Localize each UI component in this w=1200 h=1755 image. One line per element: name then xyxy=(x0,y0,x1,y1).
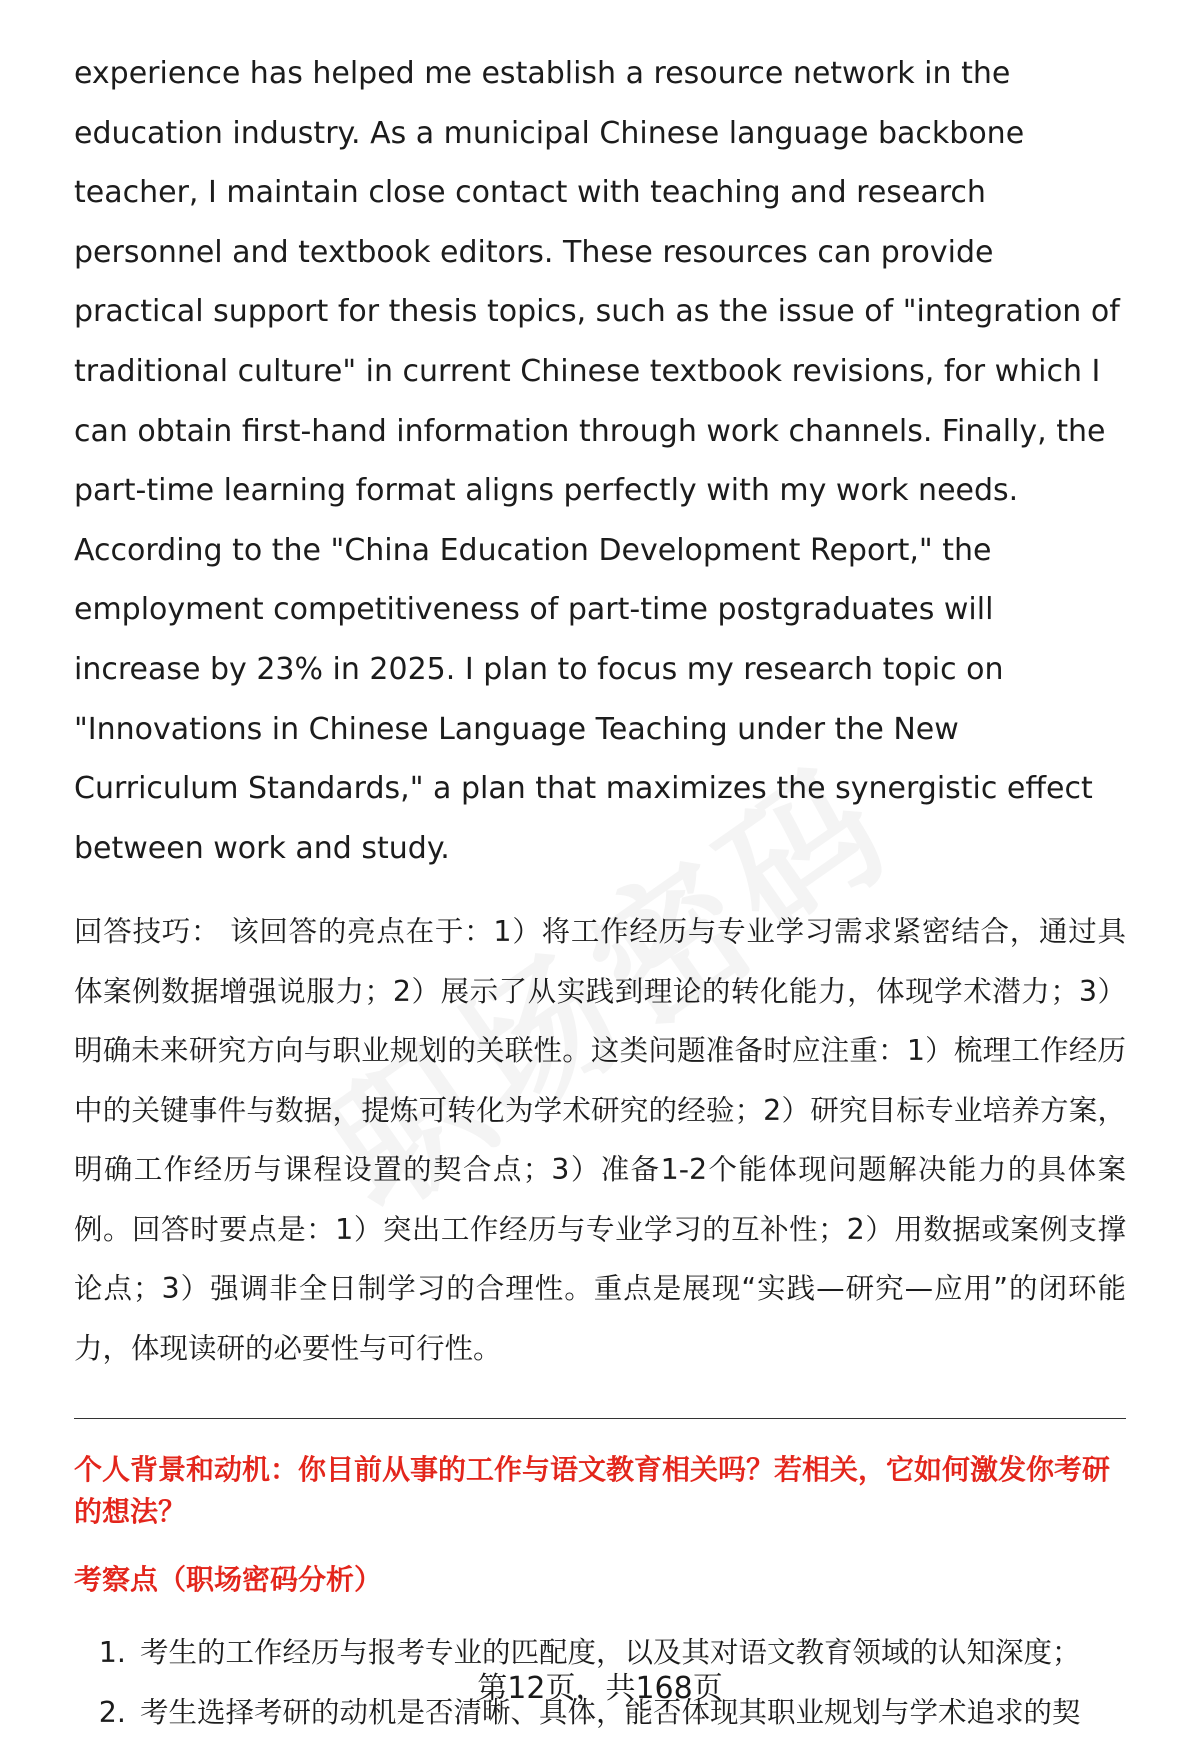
answer-paragraph: experience has helped me establish a resource network in the education industry. As a municipal Chinese language backbone teacher, I maintain close contact with teaching and research personnel and textbook editors. These resources can provide practical support for thesis topics, such as the issue of "integration of traditional culture" in current Chinese textbook revisions, for which I can obtain first-hand information through work channels. Finally, the part-time learning format aligns perfectly with my work needs. According to the "China Education Development Report," the employment competitiveness of part-time postgraduates will increase by 23% in 2025. I plan to focus my research topic on "Innovations in Chinese Language Teaching under the New Curriculum Standards," a plan that maximizes the synergistic effect between work and study. xyxy=(74,56,1120,866)
list-item-text: 考生选择考研的动机是否清晰、具体，能否体现其职业规划与学术追求的契 xyxy=(140,1696,1081,1730)
question-heading: 个人背景和动机：你目前从事的工作与语文教育相关吗？若相关，它如何激发你考研的想法？ xyxy=(74,1453,1111,1529)
list-item-number: 1. xyxy=(98,1636,126,1670)
tips-paragraph: 回答技巧： 该回答的亮点在于：1）将工作经历与专业学习需求紧密结合，通过具体案例数据增强说服力；2）展示了从实践到理论的转化能力，体现学术潜力；3）明确未来研究方向与职业规划的关联性。这类问题准备时应注重：1）梳理工作经历中的关键事件与数据，提炼可转化为学术研究的经验；2）研究目标专业培养方案，明确工作经历与课程设置的契合点；3）准备1-2个能体现问题解决能力的具体案例。回答时要点是：1）突出工作经历与专业学习的互补性；2）用数据或案例支撑论点；3）强调非全日制学习的合理性。重点是展现“实践—研究—应用”的闭环能力，体现读研的必要性与可行性。 xyxy=(74,915,1126,1365)
section-title: 考察点（职场密码分析） xyxy=(74,1563,383,1597)
list-item-number: 2. xyxy=(98,1696,126,1730)
page-footer: 第12页，共168页 xyxy=(477,1671,723,1706)
section-divider xyxy=(74,1418,1126,1419)
list-item-text: 考生的工作经历与报考专业的匹配度，以及其对语文教育领域的认知深度； xyxy=(140,1636,1081,1670)
